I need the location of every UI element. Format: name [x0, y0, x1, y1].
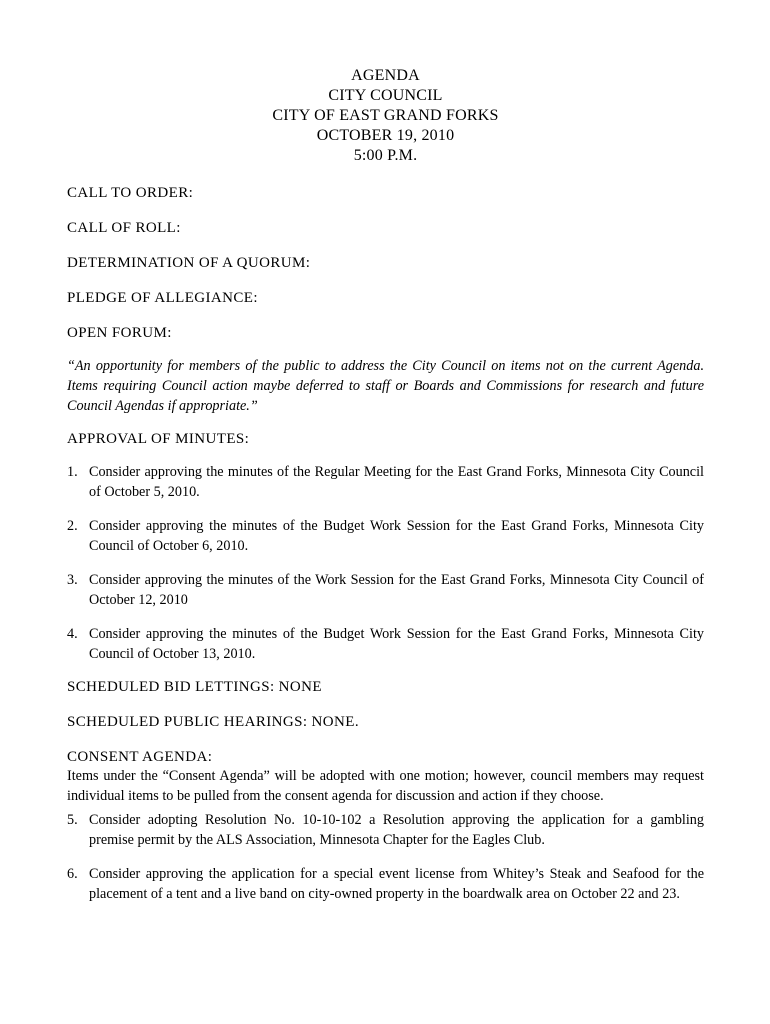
- section-quorum: DETERMINATION OF A QUORUM:: [67, 255, 311, 271]
- section-public-hearings: SCHEDULED PUBLIC HEARINGS: NONE.: [67, 714, 359, 731]
- section-consent-agenda: CONSENT AGENDA:: [67, 749, 213, 766]
- agenda-header: [67, 66, 704, 166]
- consent-agenda-intro: Items under the “Consent Agenda” will be adopted with one motion; however, council members may request individual items to be pulled from the consent agenda for discussion and action if they choose.: [67, 768, 704, 805]
- list-item: [67, 624, 704, 664]
- header-line-date: OCTOBER 19, 2010: [316, 127, 455, 144]
- agenda-page: [67, 66, 704, 918]
- item-number: 1.: [67, 464, 78, 481]
- header-line-agenda: AGENDA: [351, 67, 420, 84]
- item-number: 3.: [67, 572, 78, 589]
- consent-list: [67, 810, 704, 904]
- list-item: [67, 516, 704, 556]
- section-call-of-roll: CALL OF ROLL:: [67, 220, 181, 236]
- header-line-time: 5:00 P.M.: [353, 147, 418, 164]
- item-text: Consider approving the minutes of the Budget Work Session for the East Grand Forks, Minnesota City Council of October 6, 2010.: [89, 518, 704, 555]
- list-item: [67, 462, 704, 502]
- item-number: 5.: [67, 812, 78, 829]
- section-open-forum: OPEN FORUM:: [67, 325, 172, 341]
- list-item: [67, 570, 704, 610]
- item-text: Consider approving the minutes of the Regular Meeting for the East Grand Forks, Minnesota City Council of October 5, 2010.: [89, 464, 704, 501]
- header-line-council: CITY COUNCIL: [328, 87, 443, 104]
- section-bid-lettings: SCHEDULED BID LETTINGS: NONE: [67, 679, 322, 696]
- section-pledge: PLEDGE OF ALLEGIANCE:: [67, 290, 258, 306]
- item-number: 2.: [67, 518, 78, 535]
- item-text: Consider approving the minutes of the Budget Work Session for the East Grand Forks, Minnesota City Council of October 13, 2010.: [89, 626, 704, 663]
- header-line-city: CITY OF EAST GRAND FORKS: [272, 107, 499, 124]
- item-text: Consider approving the minutes of the Work Session for the East Grand Forks, Minnesota City Council of October 12, 2010: [89, 572, 704, 609]
- section-approval-of-minutes: APPROVAL OF MINUTES:: [67, 431, 250, 448]
- item-text: Consider approving the application for a special event license from Whitey’s Steak and Seafood for the placement of a tent and a live band on city-owned property in the boardwalk area on October 22 and 23.: [89, 866, 704, 903]
- section-call-to-order: CALL TO ORDER:: [67, 185, 194, 201]
- minutes-list: [67, 462, 704, 664]
- list-item: [67, 864, 704, 904]
- item-number: 6.: [67, 866, 78, 883]
- list-item: [67, 810, 704, 850]
- item-text: Consider adopting Resolution No. 10-10-102 a Resolution approving the application for a gambling premise permit by the ALS Association, Minnesota Chapter for the Eagles Club.: [89, 812, 704, 849]
- open-forum-quote: “An opportunity for members of the public to address the City Council on items not on the current Agenda. Items requiring Council action maybe deferred to staff or Boards and Commissions for research and future Council Agendas if appropriate.”: [67, 358, 704, 414]
- item-number: 4.: [67, 626, 78, 643]
